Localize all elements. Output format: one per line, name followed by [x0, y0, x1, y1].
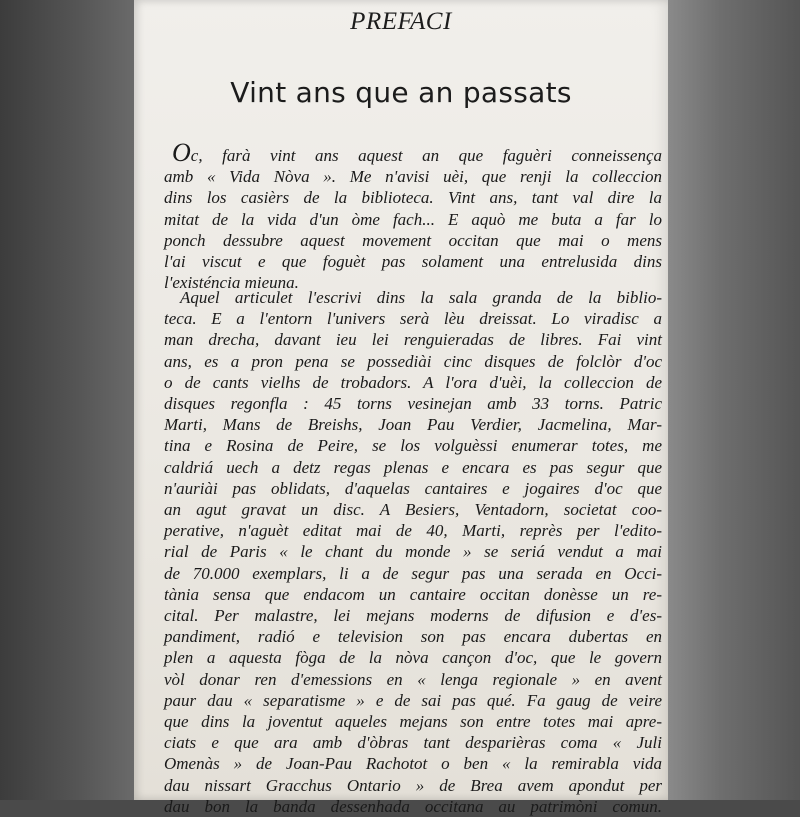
- paragraph-line: Oc, farà vint ans aquest an que faguèri conneissença: [172, 138, 662, 167]
- paragraph-line: dins los casièrs de la biblioteca. Vint ans, tant val dire la: [164, 188, 662, 208]
- paragraph-line: amb « Vida Nòva ». Me n'avisi uèi, que renji la colleccion: [164, 167, 662, 187]
- paragraph-line: dau nissart Gracchus Ontario » de Brea avem apondut per: [164, 775, 662, 795]
- paragraph-line: dau bon la banda dessenhada occitana au patrimòni comun.: [164, 796, 662, 816]
- page-title: Vint ans que an passats: [230, 76, 572, 109]
- paragraph-line: Omenàs » de Joan-Pau Rachotot o ben « la remirabla vida: [164, 754, 662, 774]
- paragraph-line: l'ai viscut e que foguèt pas solament una entrelusida dins: [164, 252, 662, 272]
- background-right: [668, 0, 800, 800]
- paragraph-line: teca. E a l'entorn l'univers serà lèu dreissat. Lo viradisc a: [164, 309, 662, 329]
- paragraph-line: de 70.000 exemplars, li a de segur pas una serada en Occi-: [164, 563, 662, 583]
- paragraph-line: rial de Paris « le chant du monde » se seriá vendut a mai: [164, 542, 662, 562]
- paragraph-line: vòl donar ren d'emessions en « lenga regionale » en avent: [164, 669, 662, 689]
- paragraph-line: disques regonfla : 45 torns vesinejan amb 33 torns. Patric: [164, 394, 662, 414]
- paragraph-line: an agut gravat un disc. A Besiers, Ventadorn, societat coo-: [164, 500, 662, 520]
- paragraph-1: [164, 138, 662, 293]
- book-page: [134, 0, 668, 816]
- section-kicker: PREFACI: [350, 8, 452, 35]
- drop-cap: O: [172, 138, 191, 167]
- paragraph-line: caldriá uech a detz regas plenas e encara es pas segur que: [164, 457, 662, 477]
- paragraph-line: l'existéncia mieuna.: [164, 273, 299, 293]
- paragraph-line: pandiment, radió e television son pas encara dubertas en: [164, 627, 662, 647]
- paragraph-line: perative, n'aguèt editat mai de 40, Marti, reprès per l'edito-: [164, 521, 662, 541]
- paragraph-line: paur dau « separatisme » e de sai pas qué. Fa gaug de veire: [164, 690, 662, 710]
- paragraph-line: plen a aquesta fòga de la nòva cançon d'oc, que le govern: [164, 648, 662, 668]
- paragraph-line: man drecha, davant ieu lei renguieradas de libres. Fai vint: [164, 330, 662, 350]
- paragraph-line: que dins la joventut aqueles mejans son entre totes mai apre-: [164, 712, 662, 732]
- paragraph-line: Aquel articulet l'escrivi dins la sala granda de la biblio-: [180, 288, 662, 307]
- paragraph-line: n'auriài pas oblidats, d'aquelas cantaires e jogaires d'oc que: [164, 478, 662, 498]
- paragraph-line: mitat de la vida d'un òme fach... E aquò me buta a far lo: [164, 209, 662, 229]
- paragraph-line: tània sensa que endacom un cantaire occitan donèsse un re-: [164, 584, 662, 604]
- paragraph-line: cital. Per malastre, lei mejans moderns de difusion e d'es-: [164, 606, 662, 626]
- paragraph-line: ans, es a pron pena se possediài cinc disques de folclòr d'oc: [164, 351, 662, 371]
- paragraph-2: [164, 287, 662, 817]
- paragraph-line: tina e Rosina de Peire, se los volguèssi enumerar totes, me: [164, 436, 662, 456]
- paragraph-line: Marti, Mans de Breishs, Joan Pau Verdier, Jacmelina, Mar-: [164, 415, 662, 435]
- paragraph-line: o de cants vielhs de trobadors. A l'ora d'uèi, la colleccion de: [164, 372, 662, 392]
- paragraph-line: ciats e que ara amb d'òbras tant desparièras coma « Juli: [164, 733, 662, 753]
- background-left: [0, 0, 134, 800]
- paragraph-line: ponch dessubre aquest movement occitan que mai o mens: [164, 230, 662, 250]
